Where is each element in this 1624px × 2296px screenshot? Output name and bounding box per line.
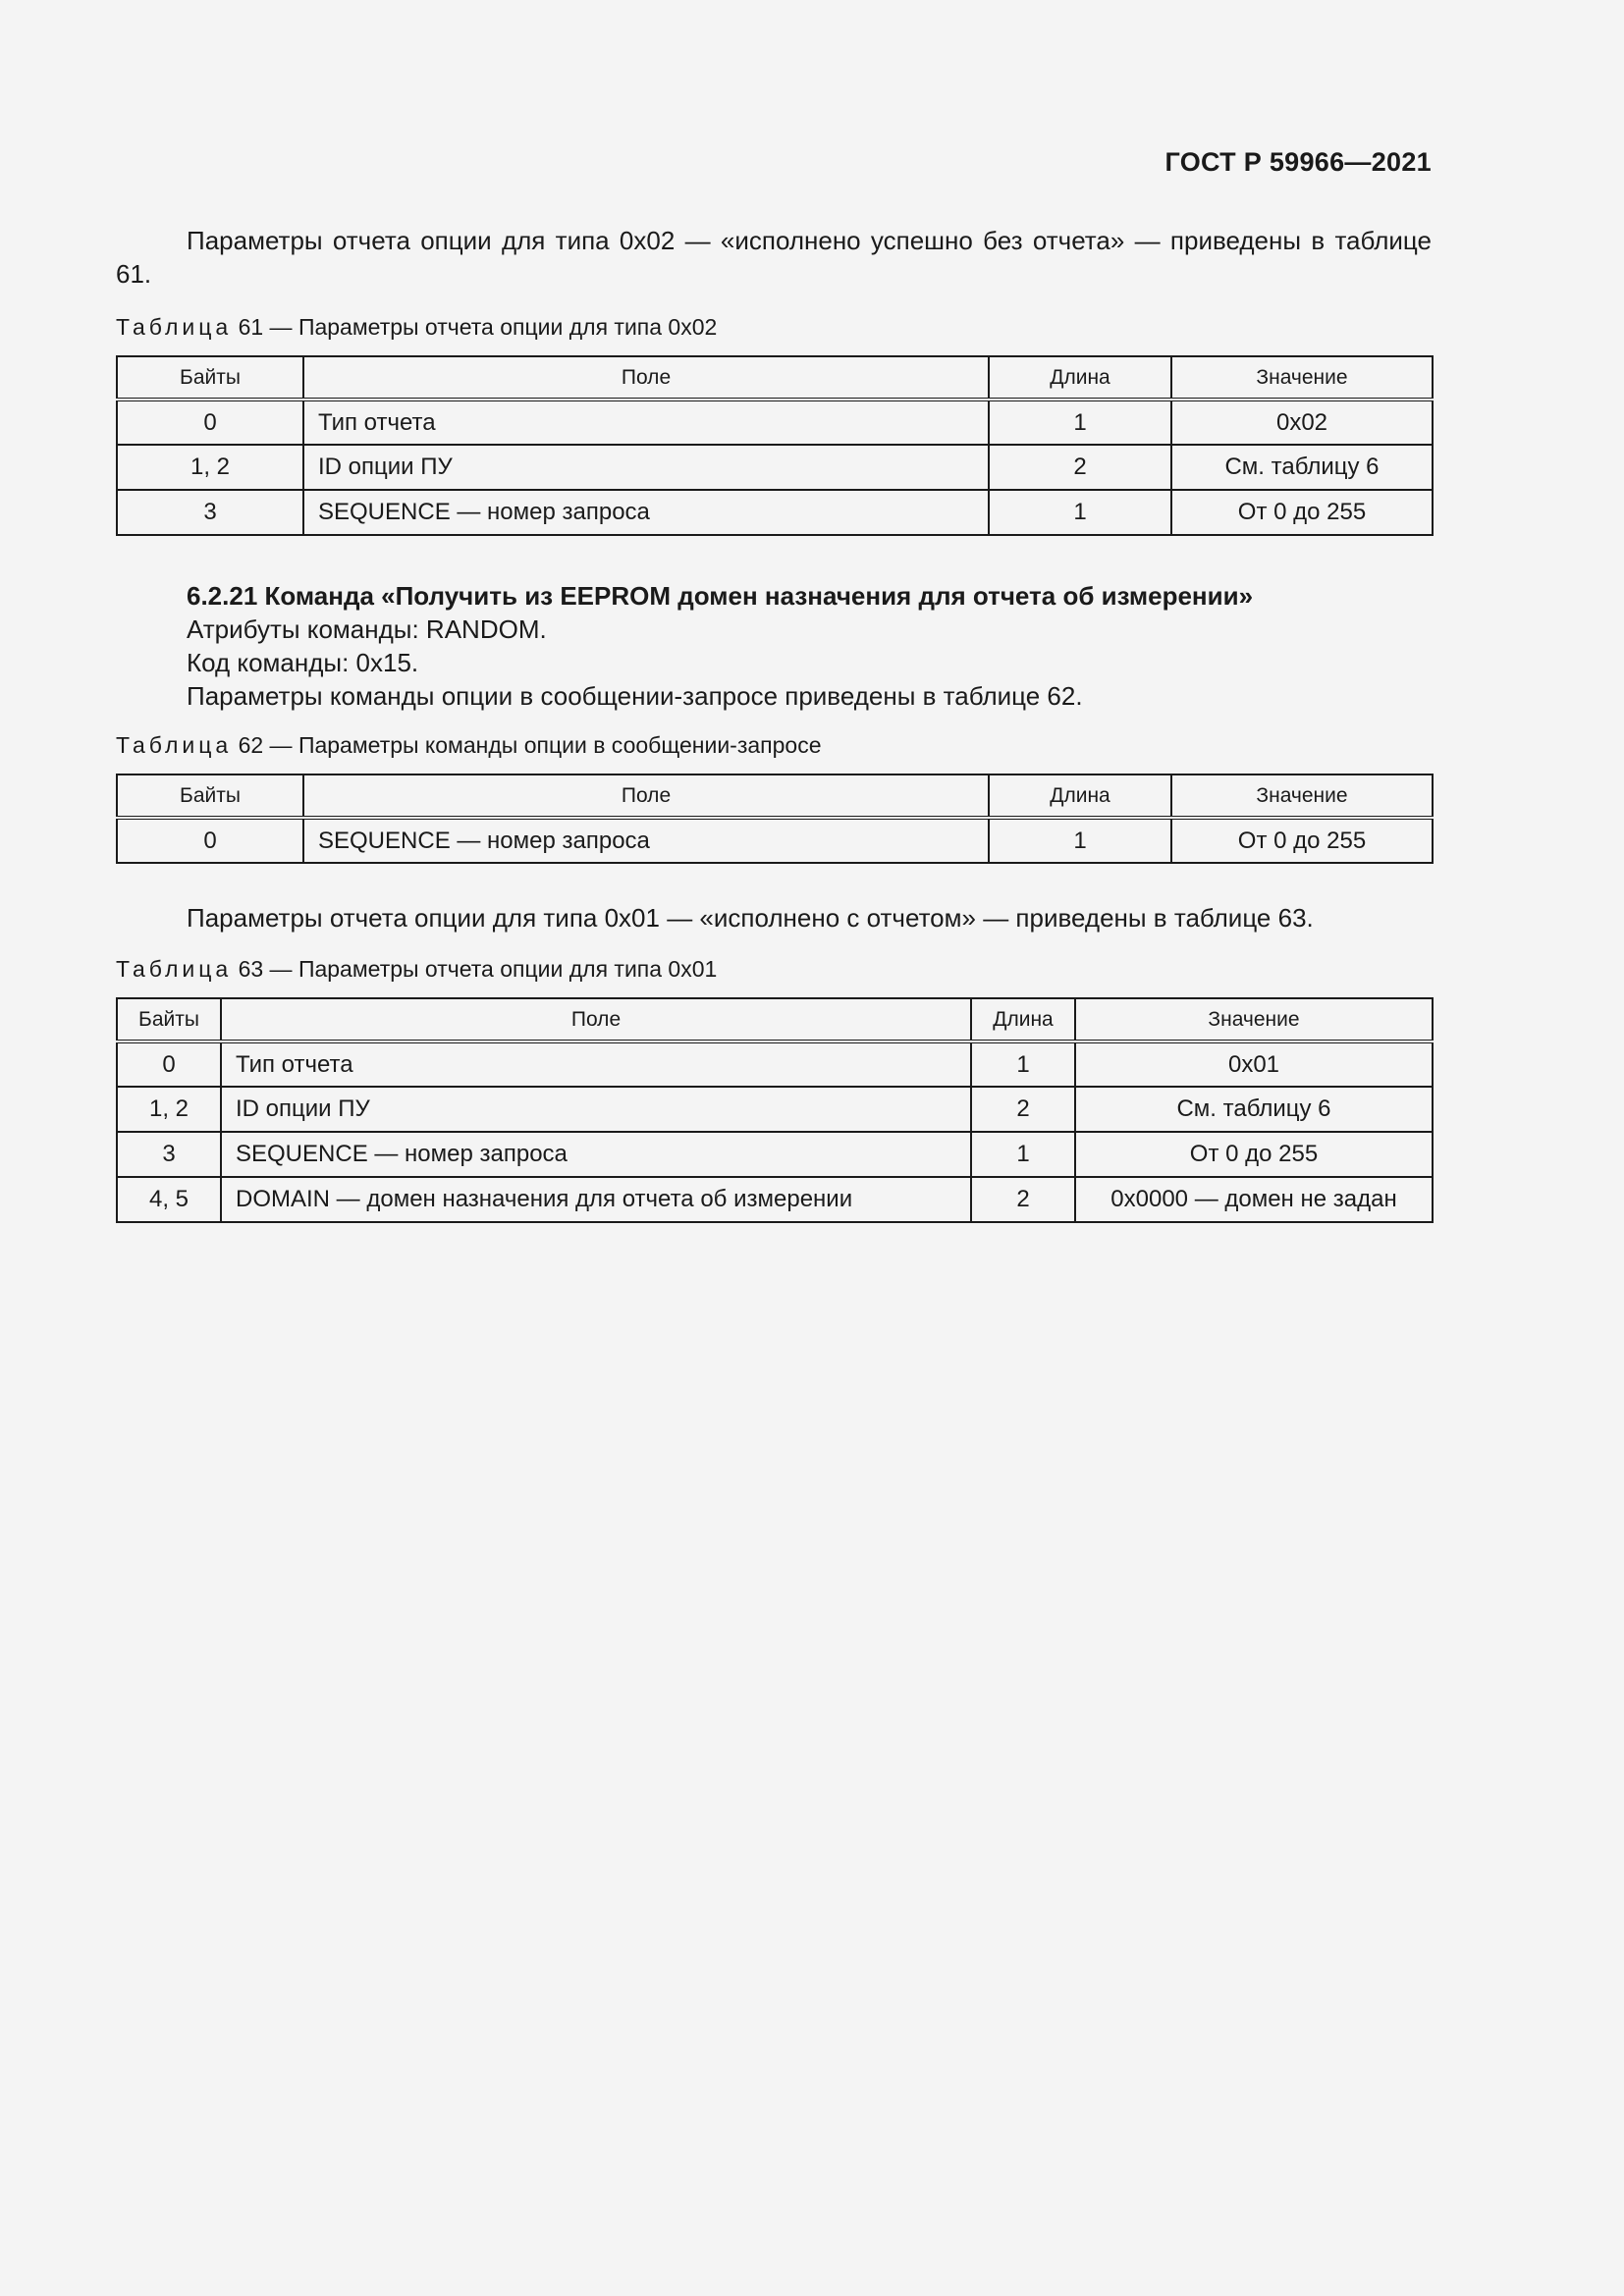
table-cell: 4, 5 [117, 1177, 221, 1222]
table-cell: SEQUENCE — номер запроса [303, 818, 989, 863]
table-61 [116, 355, 1434, 536]
table-cell: От 0 до 255 [1171, 490, 1433, 535]
table-cell: 1 [971, 1041, 1075, 1087]
section-heading: 6.2.21 Команда «Получить из EEPROM домен назначения для отчета об измерении» [187, 581, 1254, 611]
table-cell: От 0 до 255 [1075, 1132, 1433, 1177]
header-cell: Длина [989, 774, 1171, 818]
command-params: Параметры команды опции в сообщении-запросе приведены в таблице 62. [187, 681, 1083, 711]
table-cell: 1 [971, 1132, 1075, 1177]
table-cell: 1, 2 [117, 445, 303, 490]
table-cell: 0x01 [1075, 1041, 1433, 1087]
table-cell: Тип отчета [221, 1041, 971, 1087]
table-cell: 0 [117, 1041, 221, 1087]
table-cell: См. таблицу 6 [1171, 445, 1433, 490]
table-cell: ID опции ПУ [303, 445, 989, 490]
table-header-row [117, 774, 1433, 818]
header-cell: Длина [989, 356, 1171, 400]
paragraph-2 [116, 901, 1432, 934]
table-cell: 1 [989, 490, 1171, 535]
header-cell: Значение [1075, 998, 1433, 1041]
header-cell: Значение [1171, 356, 1433, 400]
table-row [117, 818, 1433, 863]
standard-code: ГОСТ Р 59966—2021 [1164, 147, 1432, 177]
table-cell: См. таблицу 6 [1075, 1087, 1433, 1132]
table-caption: Таблица 61 — Параметры отчета опции для типа 0x02 [116, 314, 718, 340]
header-cell: Значение [1171, 774, 1433, 818]
table-row [117, 1177, 1433, 1222]
table-row [117, 1041, 1433, 1087]
header-cell: Длина [971, 998, 1075, 1041]
table-cell: ID опции ПУ [221, 1087, 971, 1132]
table-cell: SEQUENCE — номер запроса [303, 490, 989, 535]
table-cell: 3 [117, 490, 303, 535]
command-code: Код команды: 0x15. [187, 648, 419, 677]
table-row [117, 1087, 1433, 1132]
table-cell: DOMAIN — домен назначения для отчета об измерении [221, 1177, 971, 1222]
header-cell: Поле [303, 356, 989, 400]
section-6-2-21 [116, 579, 1432, 713]
table-cell: 0 [117, 400, 303, 445]
paragraph-text: Параметры отчета опции для типа 0x01 — «исполнено с отчетом» — приведены в таблице 63. [187, 903, 1314, 933]
table-63-block [116, 954, 1432, 1223]
table-row [117, 490, 1433, 535]
table-row [117, 1132, 1433, 1177]
paragraph-1 [116, 224, 1432, 291]
table-62 [116, 774, 1434, 864]
table-cell: 1 [989, 818, 1171, 863]
header-cell: Байты [117, 356, 303, 400]
header-cell: Поле [221, 998, 971, 1041]
table-cell: От 0 до 255 [1171, 818, 1433, 863]
table-cell: SEQUENCE — номер запроса [221, 1132, 971, 1177]
command-attributes: Атрибуты команды: RANDOM. [187, 614, 547, 644]
table-caption: Таблица 62 — Параметры команды опции в сообщении-запросе [116, 732, 822, 758]
table-cell: 1 [989, 400, 1171, 445]
paragraph-text: Параметры отчета опции для типа 0x02 — «исполнено успешно без отчета» — приведены в таблице 61. [116, 226, 1432, 289]
table-cell: 0 [117, 818, 303, 863]
header-cell: Байты [117, 774, 303, 818]
table-caption: Таблица 63 — Параметры отчета опции для типа 0x01 [116, 956, 718, 982]
table-cell: 0x02 [1171, 400, 1433, 445]
table-cell: 2 [971, 1177, 1075, 1222]
table-cell: 2 [971, 1087, 1075, 1132]
table-row [117, 400, 1433, 445]
header-cell: Поле [303, 774, 989, 818]
table-header-row [117, 998, 1433, 1041]
table-cell: 0x0000 — домен не задан [1075, 1177, 1433, 1222]
table-cell: 2 [989, 445, 1171, 490]
table-cell: 1, 2 [117, 1087, 221, 1132]
table-cell: 3 [117, 1132, 221, 1177]
table-header-row [117, 356, 1433, 400]
table-63 [116, 997, 1434, 1223]
table-cell: Тип отчета [303, 400, 989, 445]
header-cell: Байты [117, 998, 221, 1041]
table-62-block [116, 730, 1432, 864]
table-61-block [116, 312, 1432, 536]
table-row [117, 445, 1433, 490]
